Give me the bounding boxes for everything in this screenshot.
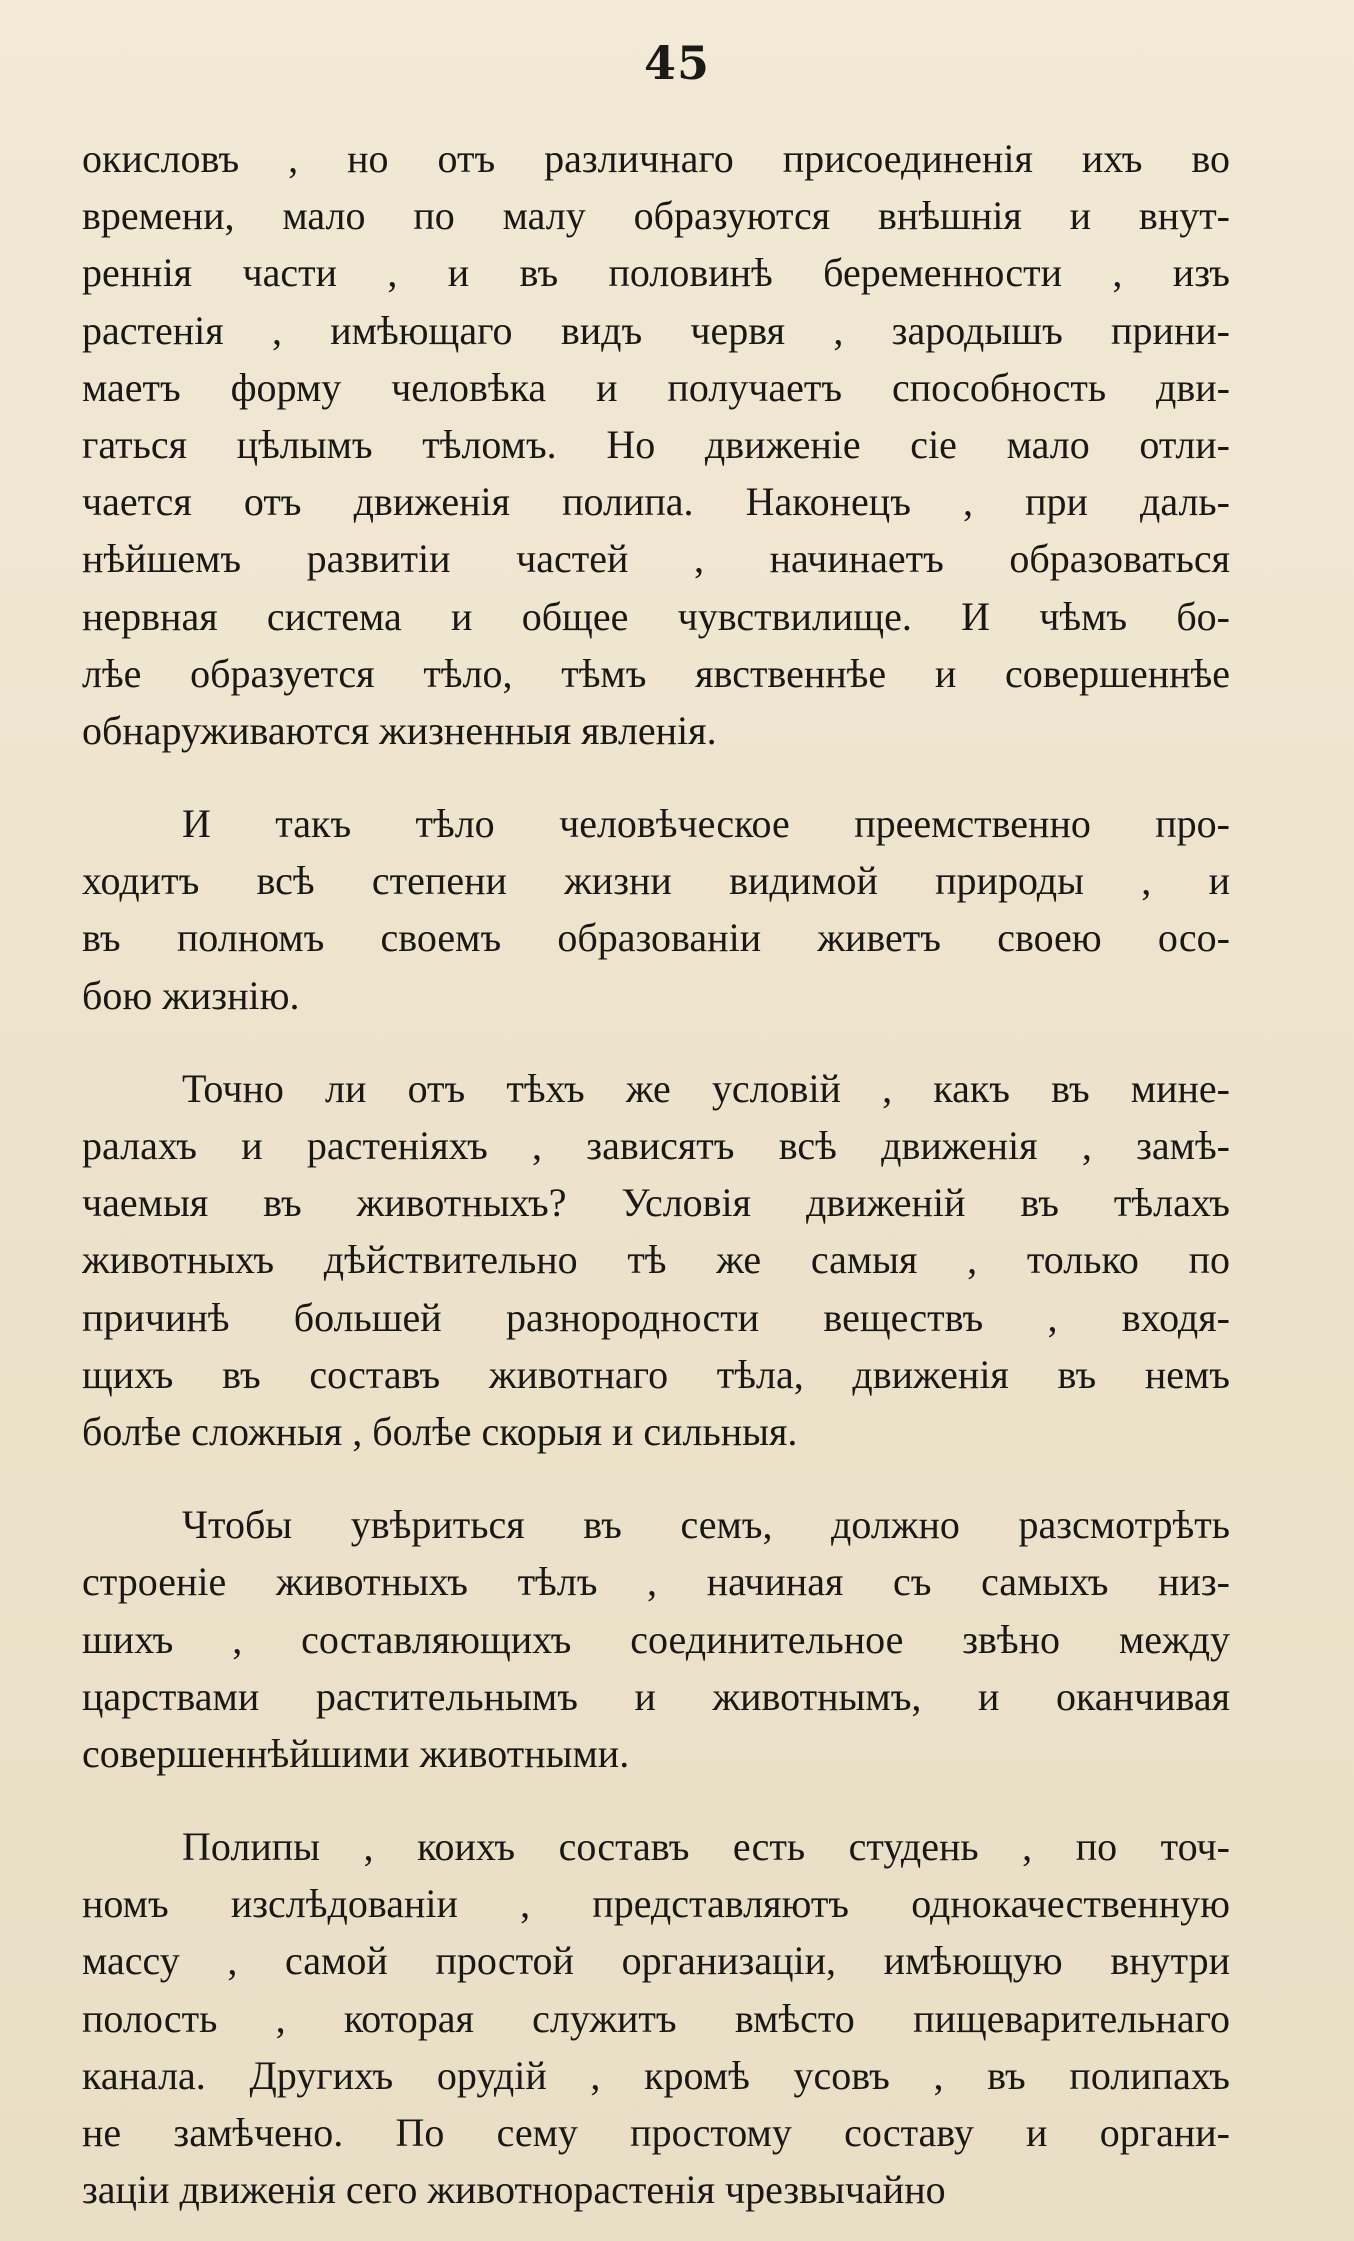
body-text: [82, 130, 1230, 2218]
paragraph: [82, 1060, 1230, 1460]
text-line: лѣе образуется тѣло, тѣмъ явственнѣе и совершеннѣе: [82, 650, 1230, 696]
text-line: причинѣ большей разнородности веществъ , входя-: [82, 1294, 1230, 1340]
text-line: въ полномъ своемъ образованіи живетъ своею осо-: [82, 915, 1230, 961]
text-line: гаться цѣлымъ тѣломъ. Но движеніе сіе мало отли-: [82, 421, 1230, 467]
text-line: щихъ въ составъ животнаго тѣла, движенія въ немъ: [82, 1351, 1230, 1397]
text-line: номъ изслѣдованіи , представляютъ однокачественную: [82, 1881, 1230, 1927]
text-line: ралахъ и растеніяхъ , зависятъ всѣ движенія , замѣ-: [82, 1123, 1230, 1168]
text-line: животныхъ дѣйствительно тѣ же самыя , только по: [82, 1237, 1230, 1283]
text-line: чаемыя въ животныхъ? Условія движеній въ тѣлахъ: [82, 1180, 1230, 1226]
text-line: окисловъ , но отъ различнаго присоединенія ихъ во: [82, 136, 1230, 181]
text-line: Полипы , коихъ составъ есть студень , по точ-: [182, 1824, 1230, 1870]
text-line: совершеннѣйшими животными.: [82, 1730, 630, 1776]
text-line: полость , которая служитъ вмѣсто пищеварительнаго: [82, 1995, 1230, 2041]
text-line: заціи движенія сего животнорастенія чрезвычайно: [82, 2167, 946, 2213]
text-line: шихъ , составляющихъ соединительное звѣно между: [82, 1616, 1230, 1662]
paragraph: [82, 795, 1230, 1024]
text-line: не замѣчено. По сему простому составу и органи-: [82, 2110, 1230, 2155]
paragraph: [82, 130, 1230, 759]
page-number: 45: [643, 36, 710, 90]
text-line: массу , самой простой организаціи, имѣющую внутри: [82, 1938, 1230, 1984]
text-line: канала. Другихъ орудій , кромѣ усовъ , въ полипахъ: [82, 2052, 1230, 2098]
text-line: ходитъ всѣ степени жизни видимой природы , и: [82, 858, 1230, 904]
text-line: маетъ форму человѣка и получаетъ способность дви-: [82, 364, 1230, 410]
text-line: обнаруживаются жизненныя явленія.: [82, 707, 717, 753]
paragraph: [82, 1818, 1230, 2218]
text-line: бою жизнію.: [82, 972, 300, 1018]
text-line: Чтобы увѣриться въ семъ, должно разсмотрѣть: [182, 1502, 1230, 1548]
text-line: времени, мало по малу образуются внѣшнія и внут-: [82, 193, 1230, 239]
text-line: И такъ тѣло человѣческое преемственно про-: [182, 801, 1230, 847]
text-line: царствами растительнымъ и животнымъ, и оканчивая: [82, 1673, 1230, 1719]
text-line: чается отъ движенія полипа. Наконецъ , при даль-: [82, 479, 1230, 525]
text-line: болѣе сложныя , болѣе скорыя и сильныя.: [82, 1408, 798, 1454]
paragraph: [82, 1496, 1230, 1782]
text-line: Точно ли отъ тѣхъ же условій , какъ въ мине-: [182, 1065, 1230, 1111]
text-line: строеніе животныхъ тѣлъ , начиная съ самыхъ низ-: [82, 1559, 1230, 1605]
text-line: растенія , имѣющаго видъ червя , зародышъ прини-: [82, 307, 1230, 353]
text-line: нервная система и общее чувствилище. И чѣмъ бо-: [82, 593, 1230, 639]
text-line: нѣйшемъ развитіи частей , начинаетъ образоваться: [82, 536, 1230, 582]
text-line: реннія части , и въ половинѣ беременности , изъ: [82, 250, 1230, 296]
